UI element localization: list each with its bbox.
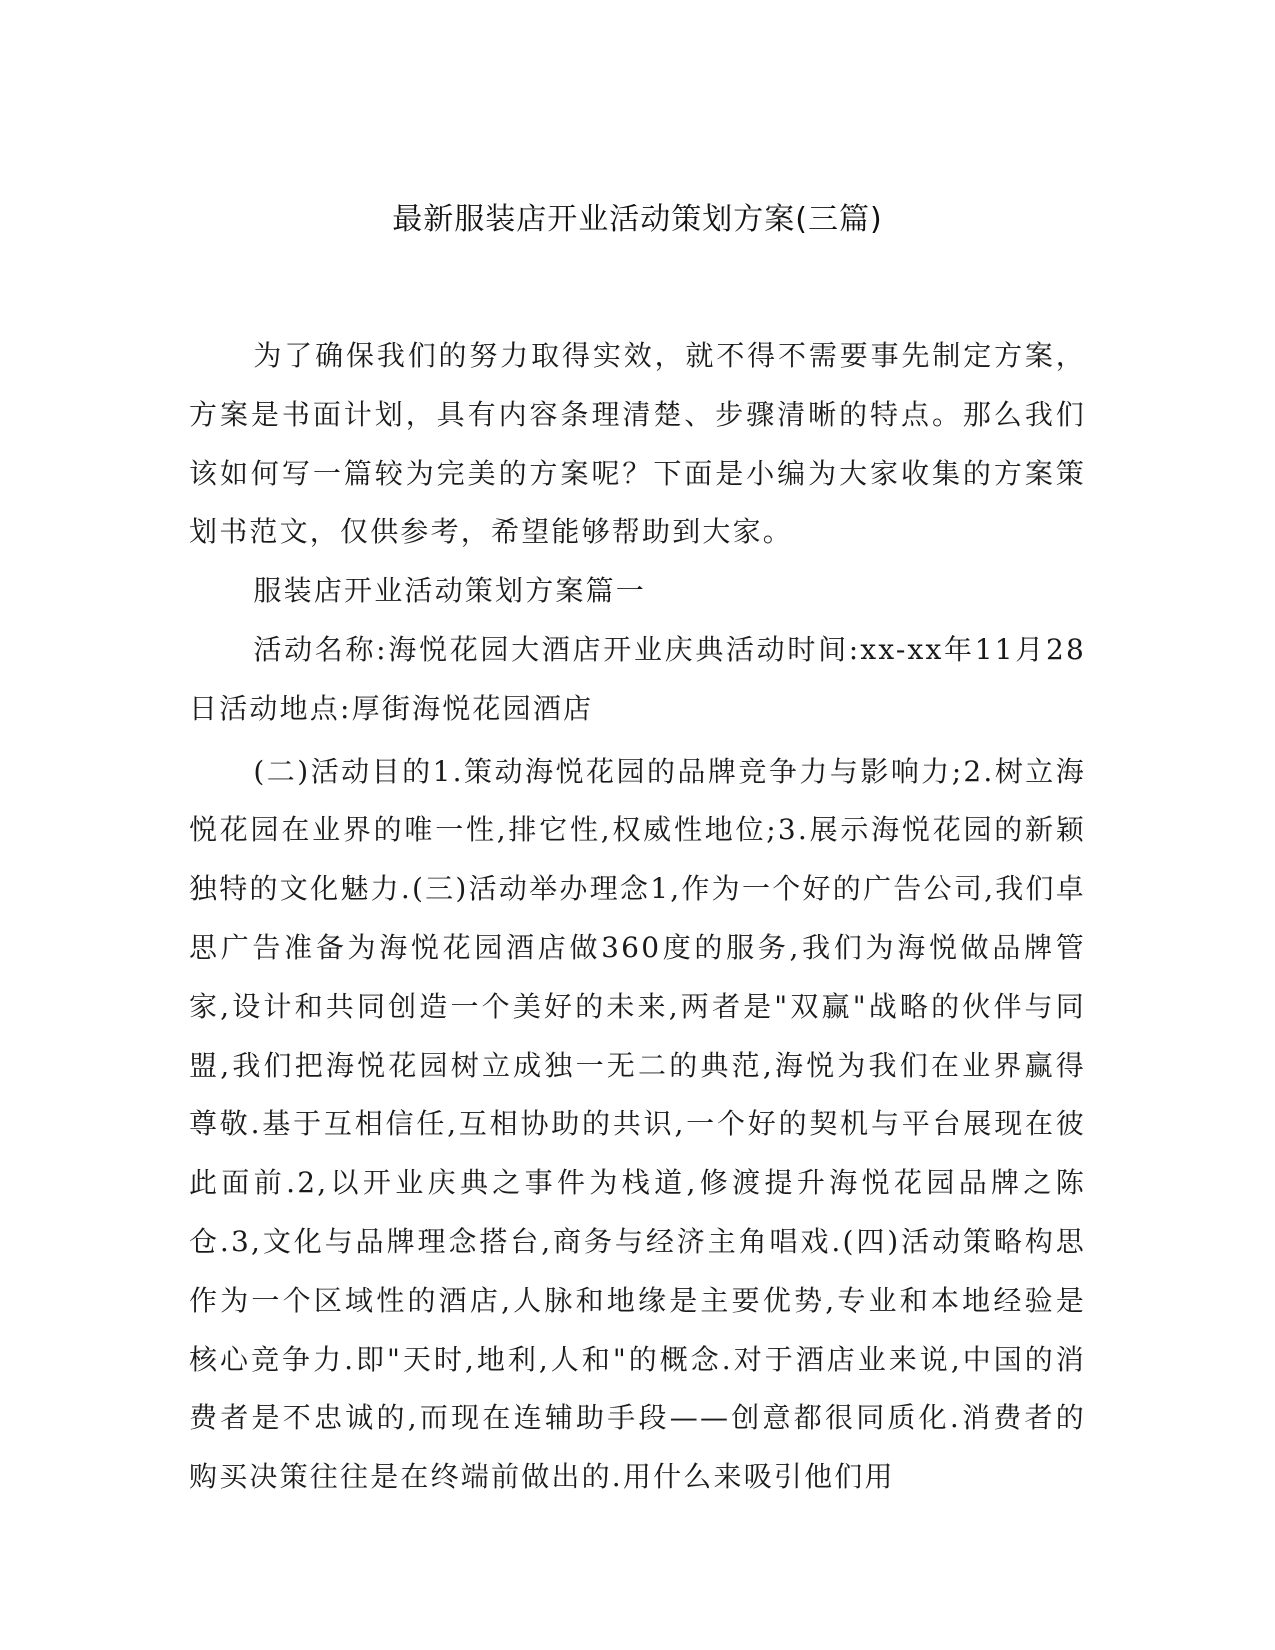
intro-paragraph: 为了确保我们的努力取得实效，就不得不需要事先制定方案，方案是书面计划，具有内容条理清楚、步骤清晰的特点。那么我们该如何写一篇较为完美的方案呢？下面是小编为大家收集的方案策划书范文，仅供参考，希望能够帮助到大家。 <box>189 339 1086 549</box>
document-body <box>189 327 1086 1507</box>
document-title: 最新服装店开业活动策划方案(三篇) <box>392 202 883 237</box>
section-heading: 服装店开业活动策划方案篇一 <box>253 574 646 608</box>
event-info-paragraph: 活动名称:海悦花园大酒店开业庆典活动时间:xx-xx年11月28日活动地点:厚街海悦花园酒店 <box>189 632 1086 725</box>
event-details-paragraph: (二)活动目的1.策动海悦花园的品牌竞争力与影响力;2.树立海悦花园在业界的唯一性,排它性,权威性地位;3.展示海悦花园的新颖独特的文化魅力.(三)活动举办理念1,作为一个好的广告公司,我们卓思广告准备为海悦花园酒店做360度的服务,我们为海悦做品牌管家,设计和共同创造一个美好的未来,两者是"双赢"战略的伙伴与同盟,我们把海悦花园树立成独一无二的典范,海悦为我们在业界赢得尊敬.基于互相信任,互相协助的共识,一个好的契机与平台展现在彼此面前.2,以开业庆典之事件为栈道,修渡提升海悦花园品牌之陈仓.3,文化与品牌理念搭台,商务与经济主角唱戏.(四)活动策略构思作为一个区域性的酒店,人脉和地缘是主要优势,专业和本地经验是核心竞争力.即"天时,地利,人和"的概念.对于酒店业来说,中国的消费者是不忠诚的,而现在连辅助手段——创意都很同质化.消费者的购买决策往往是在终端前做出的.用什么来吸引他们用 <box>189 754 1086 1494</box>
